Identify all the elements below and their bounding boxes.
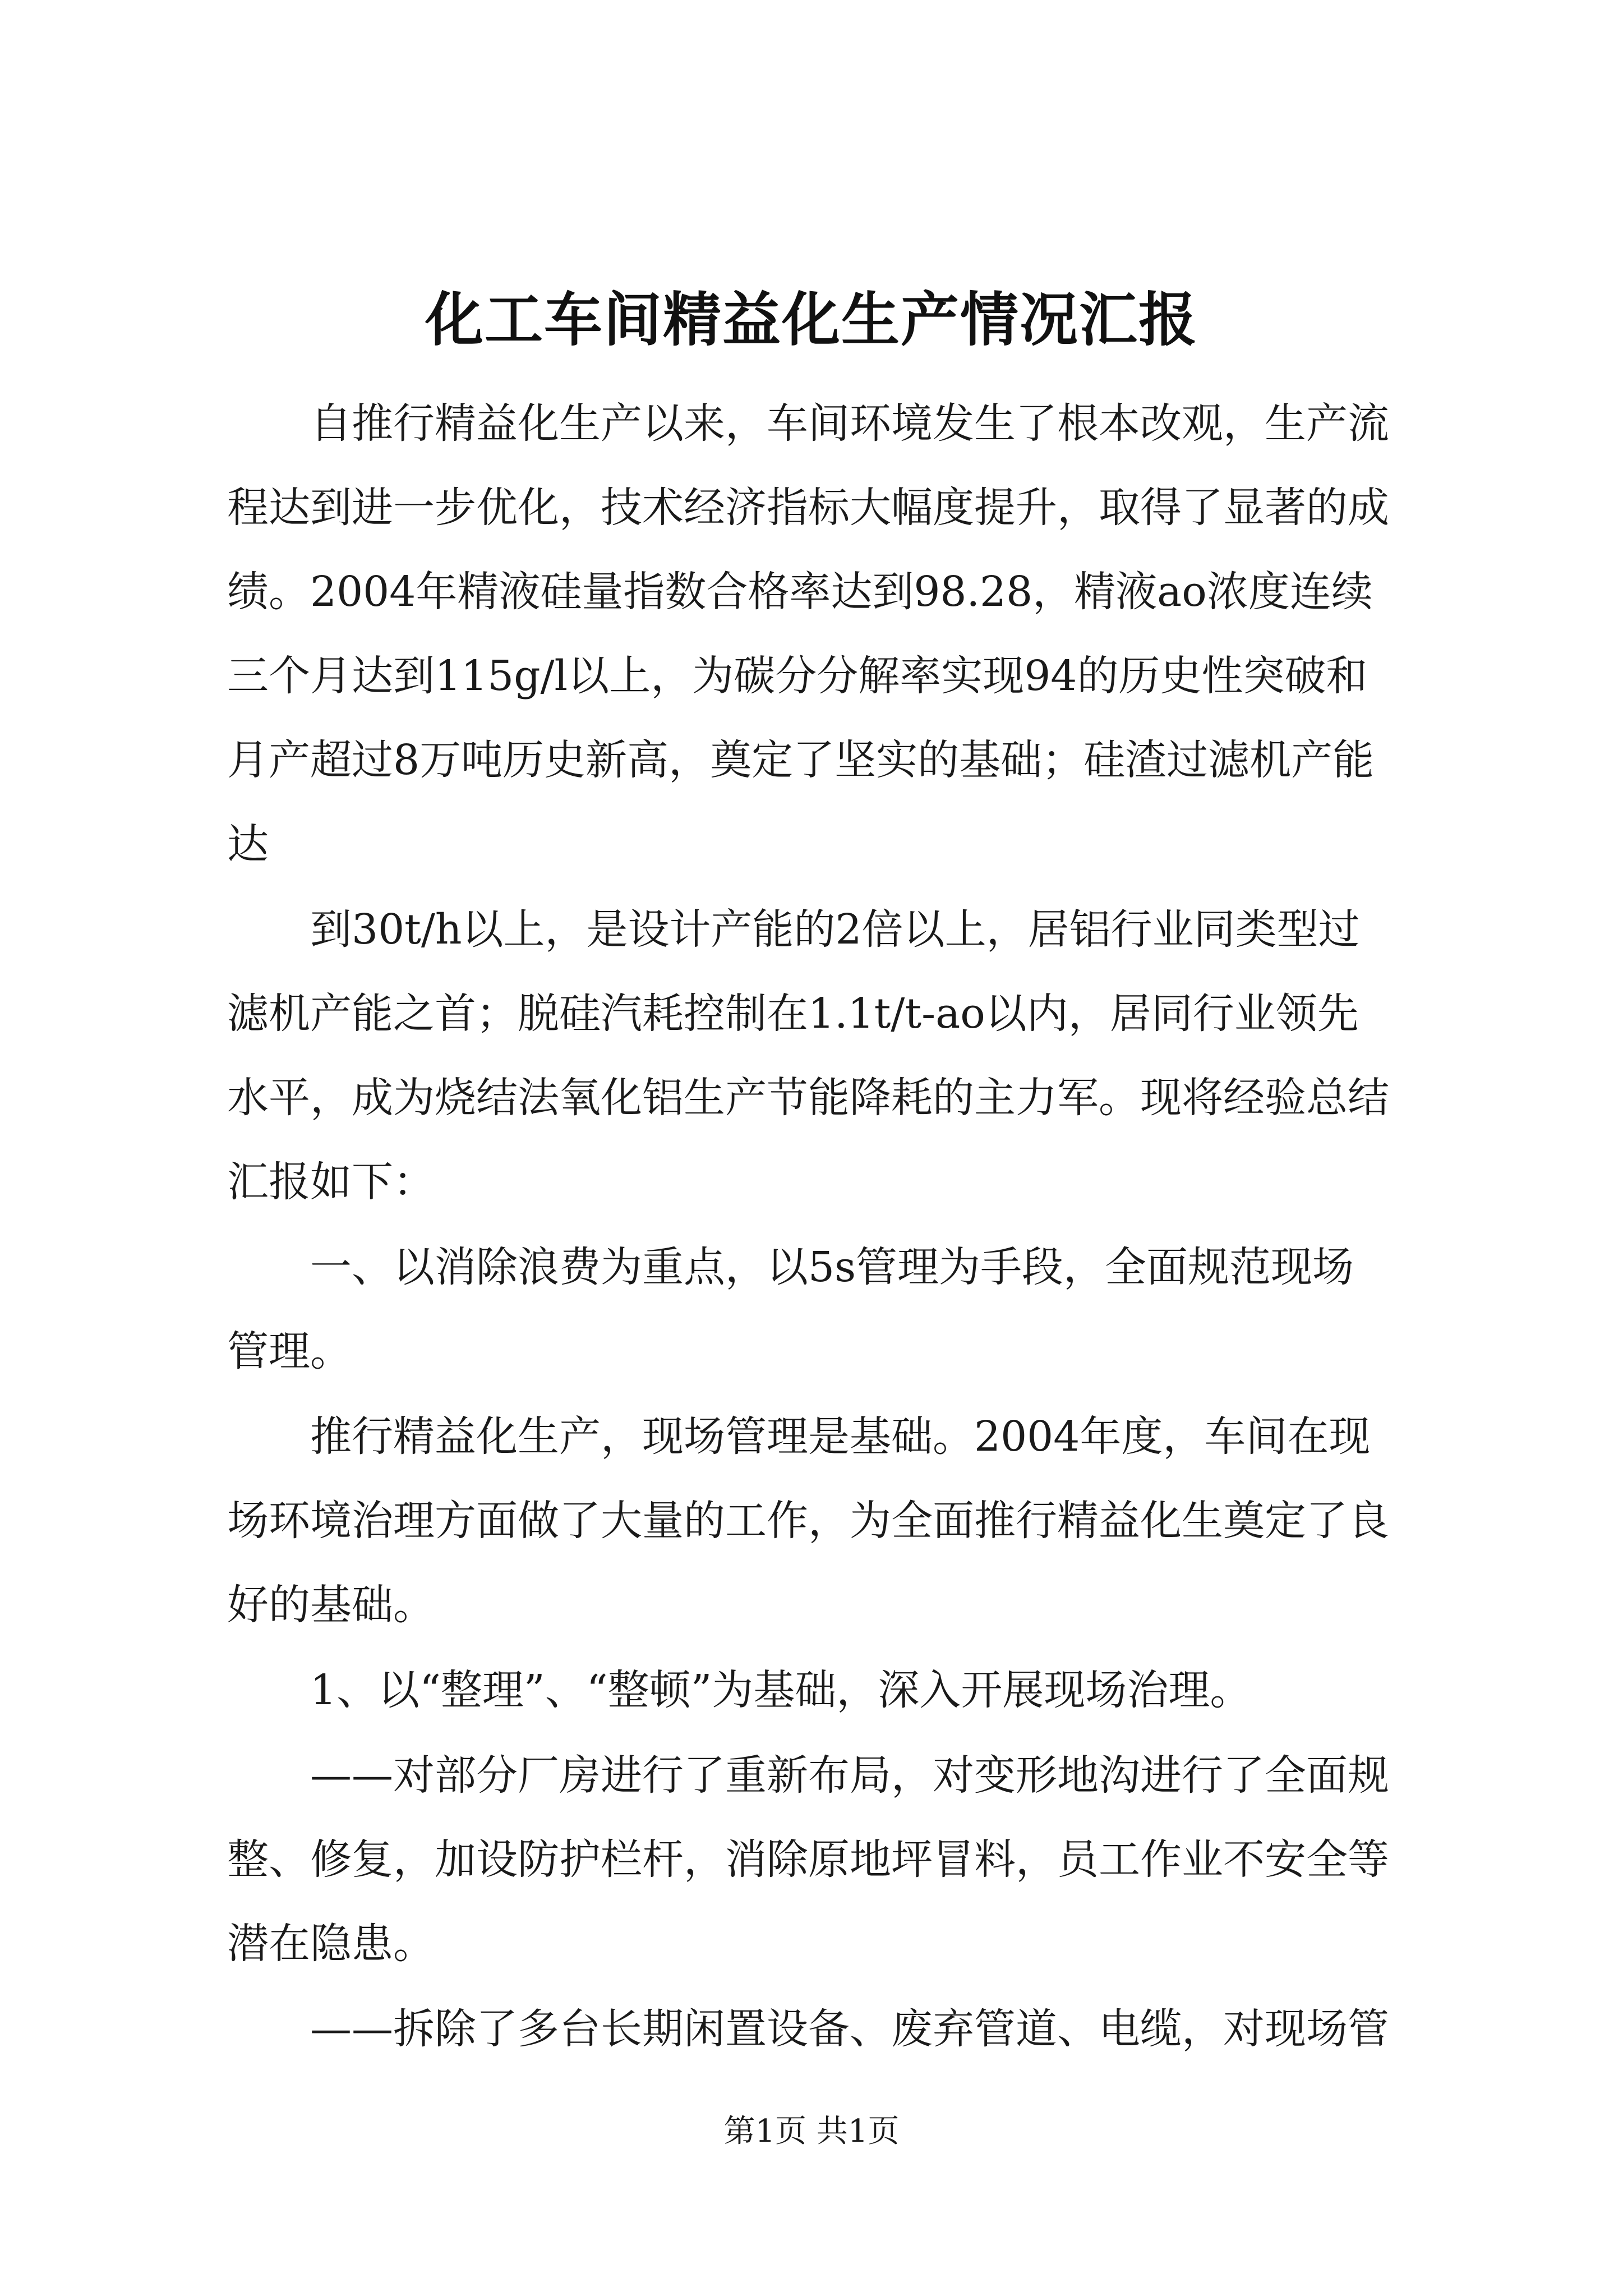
paragraph-line: 滤机产能之首；脱硅汽耗控制在1.1t/t-ao以内，居同行业领先 [227,990,1359,1038]
paragraph-line: ——拆除了多台长期闲置设备、废弃管道、电缆，对现场管 [310,2005,1389,2053]
paragraph-line: 好的基础。 [227,1581,435,1629]
paragraph [227,1225,1419,1393]
document-title: 化工车间精益化生产情况汇报 [425,285,1198,354]
paragraph-line: 程达到进一步优化，技术经济指标大幅度提升，取得了显著的成 [227,484,1389,532]
paragraph-line: 汇报如下： [227,1158,435,1206]
paragraph-line: 绩。2004年精液硅量指数合格率达到98.28，精液ao浓度连续 [227,568,1373,616]
paragraph-line: 到30t/h以上，是设计产能的2倍以上，居铝行业同类型过 [310,905,1360,954]
paragraph-line: 潜在隐患。 [227,1920,435,1968]
paragraph-line: 月产超过8万吨历史新高，奠定了坚实的基础；硅渣过滤机产能 [227,736,1375,784]
paragraph-line: 三个月达到115g/l以上，为碳分分解率实现94的历史性突破和 [227,652,1368,700]
paragraph [227,1395,1419,1647]
paragraph [227,1648,1419,1732]
paragraph-line: 1、以“整理”、“整顿”为基础，深入开展现场治理。 [310,1666,1252,1714]
document-body [227,381,1419,2072]
paragraph-line: 自推行精益化生产以来，车间环境发生了根本改观，生产流 [310,399,1389,448]
paragraph [227,1987,1419,2071]
page-footer: 第1页 共1页 [723,2113,900,2150]
paragraph-line: 管理。 [227,1327,352,1375]
paragraph-line: 一、以消除浪费为重点，以5s管理为手段，全面规范现场 [310,1243,1354,1291]
paragraph-line: 整、修复，加设防护栏杆，消除原地坪冒料，员工作业不安全等 [227,1835,1389,1884]
paragraph-line: ——对部分厂房进行了重新布局，对变形地沟进行了全面规 [310,1751,1389,1800]
paragraph [227,381,1419,886]
paragraph-line: 达 [227,820,269,868]
paragraph [227,887,1419,1224]
paragraph [227,1733,1419,1986]
paragraph-line: 水平，成为烧结法氧化铝生产节能降耗的主力军。现将经验总结 [227,1074,1389,1122]
paragraph-line: 场环境治理方面做了大量的工作，为全面推行精益化生奠定了良 [227,1497,1389,1545]
paragraph-line: 推行精益化生产，现场管理是基础。2004年度，车间在现 [310,1412,1371,1461]
